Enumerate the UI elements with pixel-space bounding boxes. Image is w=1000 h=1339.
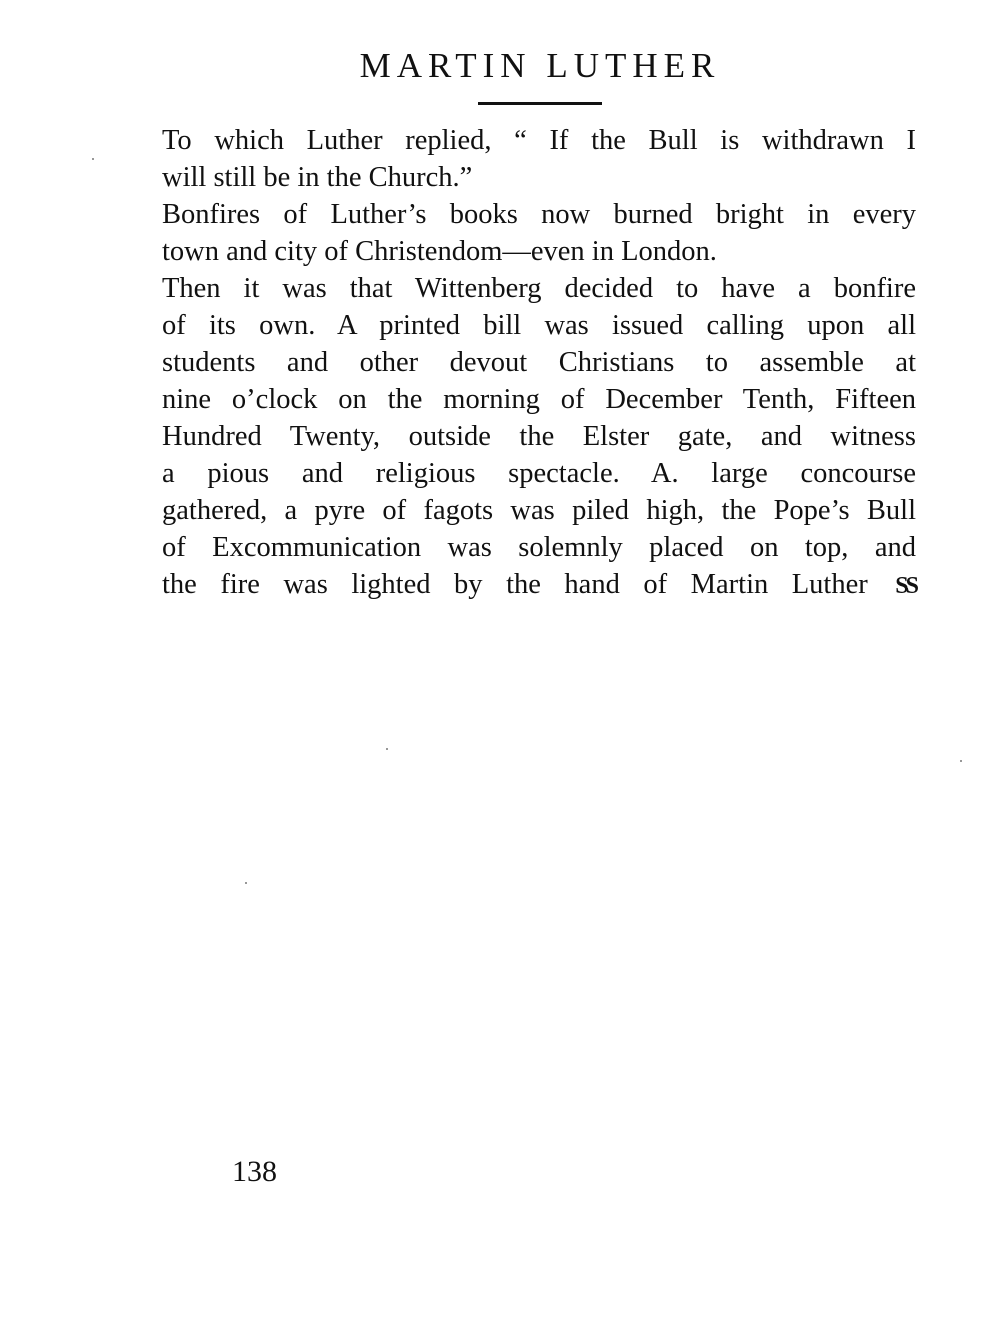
text-line: of Excommunication was solemnly placed on top, and — [162, 532, 916, 563]
body-text — [162, 122, 916, 603]
running-head: MARTIN LUTHER — [359, 46, 721, 85]
text-line: town and city of Christendom—even in London. — [162, 236, 717, 267]
text-line: nine o’clock on the morning of December Tenth, Fifteen — [162, 384, 916, 415]
text-line: gathered, a pyre of fagots was piled high, the Pope’s Bull — [162, 495, 916, 526]
final-text: the fire was lighted by the hand of Martin Luther — [162, 569, 868, 600]
paper-speck — [386, 748, 388, 750]
head-rule — [478, 102, 602, 105]
final-text-line — [162, 566, 916, 603]
text-line: a pious and religious spectacle. A. large concourse — [162, 458, 916, 489]
paper-speck — [245, 882, 247, 884]
text-line: To which Luther replied, “ If the Bull is withdrawn I — [162, 125, 916, 156]
leaf-ornament-icon: SS — [895, 573, 916, 599]
text-line: will still be in the Church.” — [162, 162, 473, 193]
text-line: Bonfires of Luther’s books now burned bright in every — [162, 199, 916, 230]
text-line: students and other devout Christians to assemble at — [162, 347, 916, 378]
text-line: Then it was that Wittenberg decided to have a bonfire — [162, 273, 916, 304]
paper-speck — [960, 760, 962, 762]
page-number: 138 — [232, 1155, 277, 1188]
paper-speck — [92, 158, 94, 160]
text-line: of its own. A printed bill was issued calling upon all — [162, 310, 916, 341]
text-line: Hundred Twenty, outside the Elster gate, and witness — [162, 421, 916, 452]
